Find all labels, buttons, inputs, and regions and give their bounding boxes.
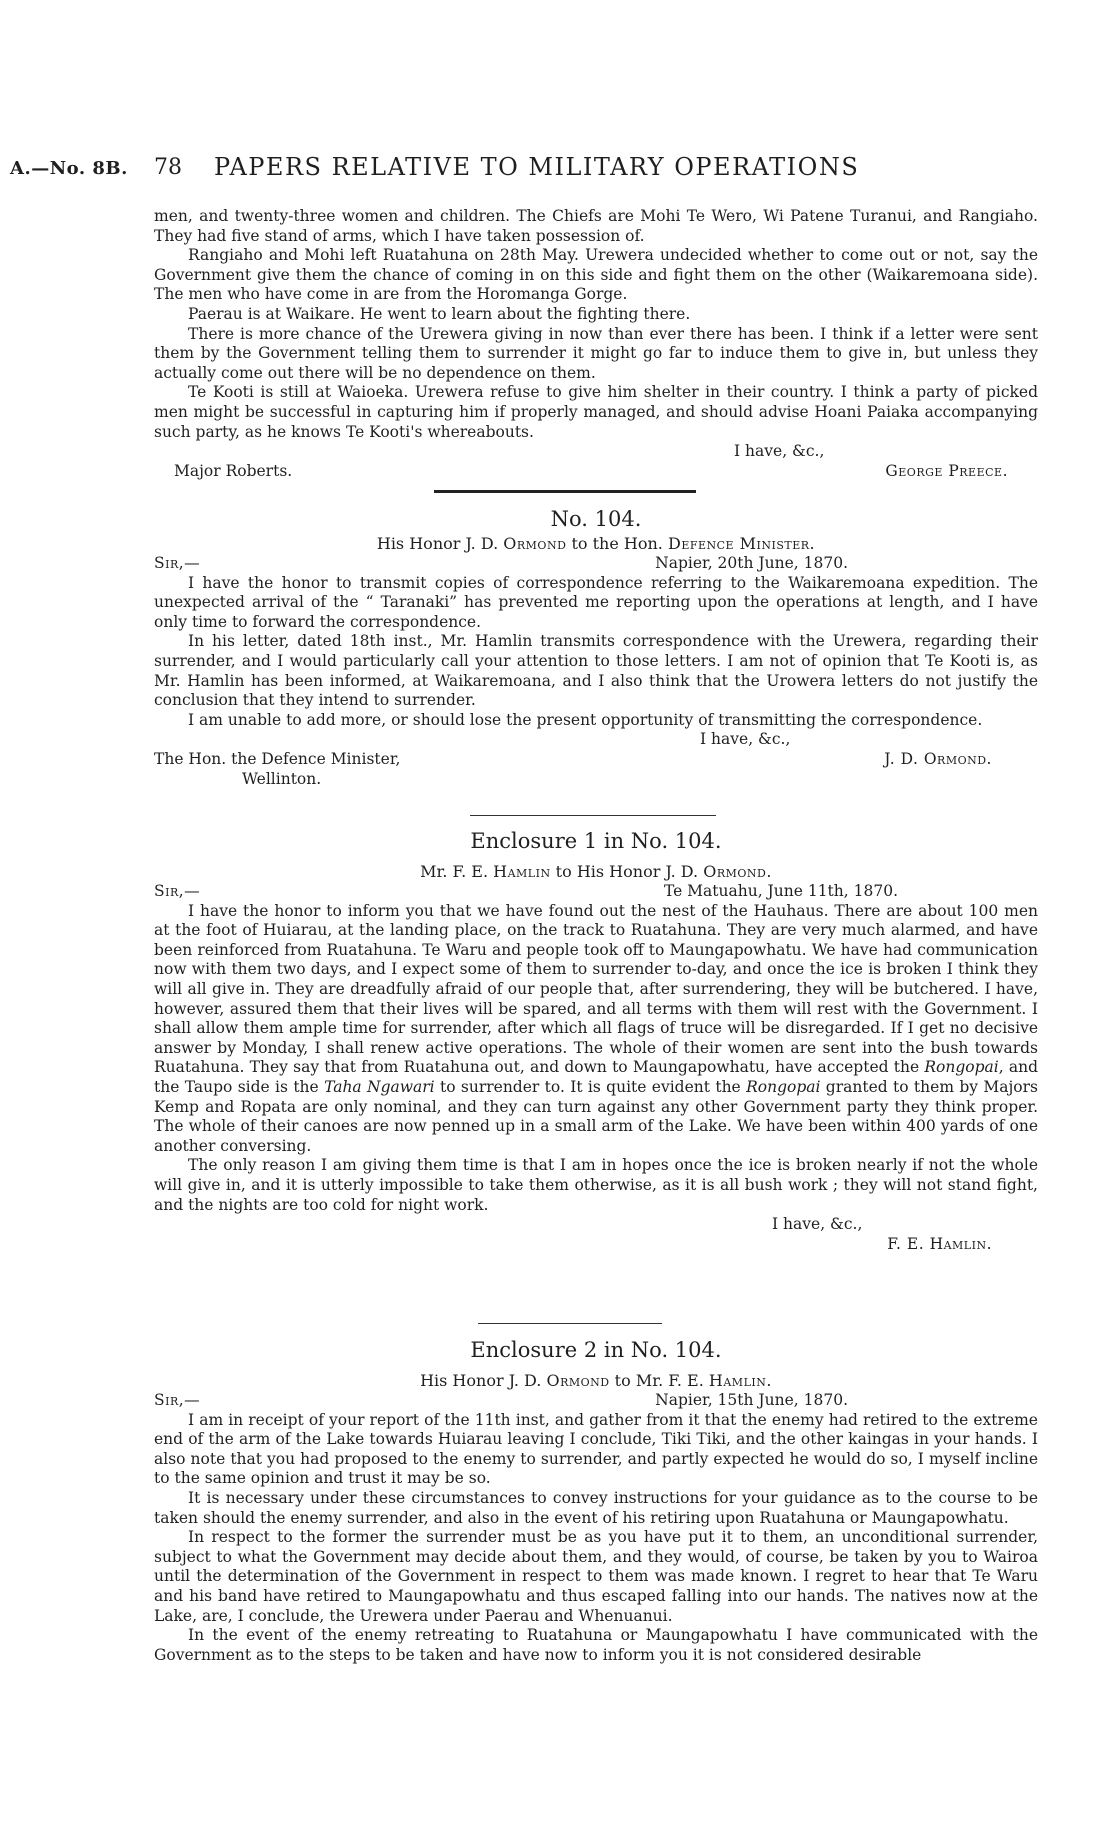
letter-number-title: No. 104. xyxy=(550,507,642,531)
enclosure-heading: His Honor J. D. Ormond to Mr. F. E. Hamlin. xyxy=(420,1371,772,1390)
closing: I have, &c., xyxy=(700,730,791,749)
addressee: The Hon. the Defence Minister, xyxy=(154,749,401,768)
paragraph: In the event of the enemy retreating to Ruatahuna or Maungapowhatu I have communicated with the Government as to the steps to be taken and have now to inform you it is not considered desirable xyxy=(154,1626,1038,1664)
addressee-city: Wellinton. xyxy=(242,769,322,788)
letter-ormond-no104 xyxy=(154,505,1038,789)
paragraph: There is more chance of the Urewera giving in now than ever there has been. I think if a letter were sent them by the Government telling them to surrender it might go far to induce them to give in, but unless they actually come out there will be no dependence on them. xyxy=(154,324,1038,382)
signature: George Preece. xyxy=(885,461,1008,480)
dateline: Te Matuahu, June 11th, 1870. xyxy=(663,882,898,900)
section-divider xyxy=(470,815,716,816)
paragraph: In respect to the former the surrender must be as you have put it to them, an unconditional surrender, subject to what the Government may decide about them, and they would, of course, be taken by you to Wairoa until the determination of the Government in respect to them was made known. I regret to hear that Te Waru and his band have retired to Maungapowhatu and thus escaped falling into our hands. The natives now at the Lake, are, I conclude, the Urewera under Paerau and Whenuanui. xyxy=(154,1528,1038,1625)
paragraph: It is necessary under these circumstances to convey instructions for your guidance as to the course to be taken should the enemy surrender, and also in the event of his retiring upon Ruatahuna or Maungapowhatu. xyxy=(154,1488,1038,1527)
document-reference: A.—No. 8B. xyxy=(10,158,128,179)
paragraph: I have the honor to transmit copies of correspondence referring to the Waikaremoana expedition. The unexpected arrival of the “ Taranaki” has prevented me reporting upon the operations at length, and I have only time to forward the correspondence. xyxy=(154,573,1038,631)
enclosure-1 xyxy=(154,827,1038,1254)
paragraph: In his letter, dated 18th inst., Mr. Hamlin transmits correspondence with the Urewera, regarding their surrender, and I would particularly call your attention to those letters. I am not of opinion that Te Kooti is, as Mr. Hamlin has been informed, at Waikaremoana, and I also think that the Urowera letters do not justify the conclusion that they intend to surrender. xyxy=(154,632,1038,710)
section-divider xyxy=(434,490,696,493)
signature: J. D. Ormond. xyxy=(884,749,992,768)
page-number: 78 xyxy=(154,155,182,180)
section-divider xyxy=(478,1323,662,1324)
dateline: Napier, 20th June, 1870. xyxy=(655,554,848,572)
paragraph: men, and twenty-three women and children. The Chiefs are Mohi Te Wero, Wi Patene Turanui, and Rangiaho. They had five stand of arms, which I have taken possession of. xyxy=(154,207,1038,245)
enclosure-title: Enclosure 1 in No. 104. xyxy=(470,829,722,853)
closing: I have, &c., xyxy=(772,1215,863,1234)
dateline: Napier, 15th June, 1870. xyxy=(655,1391,848,1409)
signature: F. E. Hamlin. xyxy=(887,1234,992,1253)
running-title: PAPERS RELATIVE TO MILITARY OPERATIONS xyxy=(214,153,860,181)
salutation: Sir,— xyxy=(154,1391,201,1409)
paragraph: Te Kooti is still at Waioeka. Urewera refuse to give him shelter in their country. I think a party of picked men might be successful in capturing him if properly managed, and should advise Hoani Paiaka accompanying such party, as he knows Te Kooti's whereabouts. xyxy=(154,383,1038,441)
enclosure-title: Enclosure 2 in No. 104. xyxy=(470,1338,722,1362)
paragraph: I have the honor to inform you that we have found out the nest of the Hauhaus. There are about 100 men at the foot of Huiarau, at the landing place, on the track to Ruatahuna. They are very much alarmed, and have been reinforced from Ruatahuna. Te Waru and people took off to Maungapowhatu. We have had communication now with them two days, and I expect some of them to surrender to-day, and once the ice is broken I think they will all give in. They are dreadfully afraid of our people that, after surrendering, they will be butchered. I have, however, assured them that their lives will be spared, and all terms with them will rest with the Government. I shall allow them ample time for surrender, after which all flags of truce will be disregarded. If I get no decisive answer by Monday, I shall renew active operations. The whole of their women are sent into the bush towards Ruatahuna. They say that from Ruatahuna out, and down to Maungapowhatu, have accepted the Rongopai, and the Taupo side is the Taha Ngawari to surrender to. It is quite evident the Rongopai granted to them by Majors Kemp and Ropata are only nominal, and they can turn against any other Government party they think proper. The whole of their canoes are now penned up in a small arm of the Lake. We have been within 400 yards of one another conversing. xyxy=(154,901,1039,1155)
salutation: Sir,— xyxy=(154,882,201,900)
paragraph: I am unable to add more, or should lose the present opportunity of transmitting the correspondence. xyxy=(188,710,983,729)
enclosure-heading: Mr. F. E. Hamlin to His Honor J. D. Ormond. xyxy=(420,862,772,881)
letter-preece xyxy=(154,207,1038,481)
enclosure-2 xyxy=(154,1336,1038,1665)
paragraph: I am in receipt of your report of the 11th inst, and gather from it that the enemy had retired to the extreme end of the arm of the Lake towards Huiarau leaving I conclude, Tiki Tiki, and the other kaingas in your hands. I also note that you had proposed to the enemy to surrender, and partly expected he would do so, I myself incline to the same opinion and trust it may be so. xyxy=(154,1410,1038,1488)
salutation: Sir,— xyxy=(154,554,201,572)
letter-heading: His Honor J. D. Ormond to the Hon. Defence Minister. xyxy=(376,534,816,553)
closing: I have, &c., xyxy=(734,442,825,461)
paragraph: Rangiaho and Mohi left Ruatahuna on 28th May. Urewera undecided whether to come out or not, say the Government give them the chance of coming in on this side and fight them on the other (Waikaremoana side). The men who have come in are from the Horomanga Gorge. xyxy=(154,246,1038,304)
paragraph: The only reason I am giving them time is that I am in hopes once the ice is broken nearly if not the whole will give in, and it is utterly impossible to take them otherwise, as it is all bush work ; they will not stand fight, and the nights are too cold for night work. xyxy=(154,1156,1038,1214)
paragraph: Paerau is at Waikare. He went to learn about the fighting there. xyxy=(188,304,691,323)
addressee: Major Roberts. xyxy=(174,461,293,480)
